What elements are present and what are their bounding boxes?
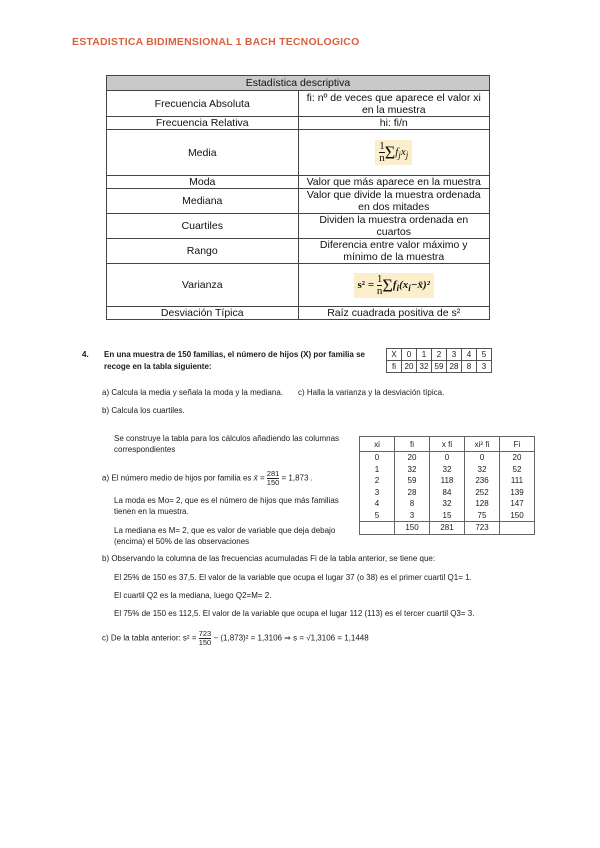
- calc-header: x fi: [430, 437, 465, 452]
- formula-image: $\frac{1}{n}$ $\Sigma f_jx_j$: [375, 140, 412, 165]
- table-row: [360, 475, 535, 487]
- variance-fraction: [199, 630, 212, 647]
- solution-b-line-1: b) Observando la columna de las frecuencias acumuladas Fi de la tabla anterior, se tiene que:: [102, 554, 436, 563]
- mean-numerator: 281: [266, 469, 280, 478]
- calc-total: [500, 522, 535, 535]
- calc-cell: 75: [465, 510, 500, 522]
- row-desc: hi: fi/n: [298, 117, 490, 130]
- f-cell: 20: [402, 361, 417, 373]
- f-cell: 8: [462, 361, 477, 373]
- mean-result: = 1,873 .: [281, 473, 313, 483]
- calc-cell: 3: [395, 510, 430, 522]
- calc-total: 150: [395, 522, 430, 535]
- moda-line-1: La moda es Mo= 2, que es el número de hijos que más familias: [114, 496, 339, 505]
- exercise-number: 4.: [82, 350, 89, 359]
- mean-text: a) El número medio de hijos por familia es: [102, 473, 252, 483]
- statement-line-1: En una muestra de 150 familias, el número de hijos (X) por familia se: [104, 350, 365, 359]
- task-a: a) Calcula la media y señala la moda y la mediana.: [102, 388, 283, 397]
- task-b: b) Calcula los cuartiles.: [102, 406, 185, 415]
- mean-denominator: 150: [266, 478, 280, 487]
- solution-intro-2: correspondientes: [114, 445, 176, 454]
- row-label: Cuartiles: [107, 214, 299, 239]
- mean-fraction: [267, 470, 280, 487]
- calc-cell: 84: [430, 487, 465, 499]
- x-cell: 3: [447, 349, 462, 361]
- calc-cell: 32: [395, 464, 430, 476]
- calc-cell: 252: [465, 487, 500, 499]
- row-label: Media: [107, 130, 299, 176]
- x-cell: 2: [432, 349, 447, 361]
- solution-b-line-3: El cuartil Q2 es la mediana, luego Q2=M= 2.: [114, 591, 272, 600]
- solution-b-line-4: El 75% de 150 es 112,5. El valor de la variable que ocupa el lugar 112 (113) es el tercer cuartil Q3= 3.: [114, 609, 475, 618]
- calc-header: fi: [395, 437, 430, 452]
- calc-cell: 4: [360, 498, 395, 510]
- table-row: [360, 498, 535, 510]
- task-c: c) Halla la varianza y la desviación típica.: [298, 388, 445, 397]
- calc-cell: 15: [430, 510, 465, 522]
- mediana-line-2: (encima) el 50% de las observaciones: [114, 537, 250, 546]
- f-cell: 3: [477, 361, 492, 373]
- calc-cell: 20: [500, 452, 535, 464]
- table-row: [360, 464, 535, 476]
- calc-cell: 0: [360, 452, 395, 464]
- row-desc: Valor que más aparece en la muestra: [298, 176, 490, 189]
- calc-cell: 0: [430, 452, 465, 464]
- calc-cell: 28: [395, 487, 430, 499]
- calculation-table: [359, 436, 535, 535]
- row-label: Desviación Típica: [107, 307, 299, 320]
- row-label: Mediana: [107, 189, 299, 214]
- f-cell: 32: [417, 361, 432, 373]
- calc-cell: 32: [465, 464, 500, 476]
- variance-text: c) De la tabla anterior: s² =: [102, 633, 197, 643]
- moda-line-2: tienen en la muestra.: [114, 507, 189, 516]
- calc-cell: 139: [500, 487, 535, 499]
- descriptive-stats-table: [106, 75, 490, 320]
- totals-row: [360, 522, 535, 535]
- solution-a-mean: [102, 470, 313, 487]
- exercise-scan: [72, 340, 538, 652]
- calc-cell: 59: [395, 475, 430, 487]
- calc-cell: 5: [360, 510, 395, 522]
- x-cell: 0: [402, 349, 417, 361]
- table-row: [360, 487, 535, 499]
- solution-intro-1: Se construye la tabla para los cálculos añadiendo las columnas: [114, 434, 340, 443]
- row-label: Rango: [107, 239, 299, 264]
- mean-symbol: x̄ =: [253, 473, 265, 483]
- row-desc: Raíz cuadrada positiva de s²: [298, 307, 490, 320]
- calc-total: 723: [465, 522, 500, 535]
- calc-cell: 1: [360, 464, 395, 476]
- calc-cell: 52: [500, 464, 535, 476]
- calc-cell: 8: [395, 498, 430, 510]
- variance-result: − (1,873)² = 1,3106 ⇒ s = √1,3106 = 1,1448: [213, 633, 369, 643]
- calc-cell: 2: [360, 475, 395, 487]
- calc-header: xi² fi: [465, 437, 500, 452]
- mean-formula: [298, 130, 490, 176]
- calc-cell: 147: [500, 498, 535, 510]
- row-desc: Dividen la muestra ordenada en cuartos: [298, 214, 490, 239]
- calc-header: Fi: [500, 437, 535, 452]
- calc-cell: 236: [465, 475, 500, 487]
- calc-total: 281: [430, 522, 465, 535]
- variance-formula: [298, 264, 490, 307]
- f-cell: 59: [432, 361, 447, 373]
- calc-cell: 128: [465, 498, 500, 510]
- frequency-table: [386, 348, 492, 373]
- row-label: Frecuencia Relativa: [107, 117, 299, 130]
- calc-cell: 150: [500, 510, 535, 522]
- variance-denominator: 150: [198, 638, 212, 647]
- row-label: Varianza: [107, 264, 299, 307]
- x-cell: 1: [417, 349, 432, 361]
- mediana-line-1: La mediana es M= 2, que es valor de variable que deja debajo: [114, 526, 336, 535]
- calc-cell: 32: [430, 464, 465, 476]
- f-cell: 28: [447, 361, 462, 373]
- formula-image: s² = $\frac{1}{n}$ $\Sigma f_i(x_i-x̄)^2$: [354, 273, 434, 298]
- table-title: Estadística descriptiva: [107, 76, 490, 91]
- calc-cell: 118: [430, 475, 465, 487]
- calc-cell: 3: [360, 487, 395, 499]
- calc-cell: 20: [395, 452, 430, 464]
- row-desc: Diferencia entre valor máximo y mínimo de la muestra: [298, 239, 490, 264]
- row-desc: Valor que divide la muestra ordenada en dos mitades: [298, 189, 490, 214]
- variance-numerator: 723: [198, 629, 212, 638]
- solution-c: [102, 630, 369, 647]
- solution-b-line-2: El 25% de 150 es 37,5. El valor de la variable que ocupa el lugar 37 (o 38) es el primer cuartil Q1= 1.: [114, 573, 472, 582]
- calc-total: [360, 522, 395, 535]
- calc-cell: 0: [465, 452, 500, 464]
- f-cell: fi: [387, 361, 402, 373]
- row-label: Frecuencia Absoluta: [107, 91, 299, 117]
- table-row: [360, 510, 535, 522]
- table-row: [360, 452, 535, 464]
- statement-line-2: recoge en la tabla siguiente:: [104, 362, 212, 371]
- x-cell: 4: [462, 349, 477, 361]
- x-cell: X: [387, 349, 402, 361]
- x-cell: 5: [477, 349, 492, 361]
- row-desc: fi: nº de veces que aparece el valor xi en la muestra: [298, 91, 490, 117]
- calc-cell: 32: [430, 498, 465, 510]
- row-label: Moda: [107, 176, 299, 189]
- calc-header: xi: [360, 437, 395, 452]
- calc-cell: 111: [500, 475, 535, 487]
- document-header: ESTADISTICA BIDIMENSIONAL 1 BACH TECNOLOGICO: [72, 36, 360, 48]
